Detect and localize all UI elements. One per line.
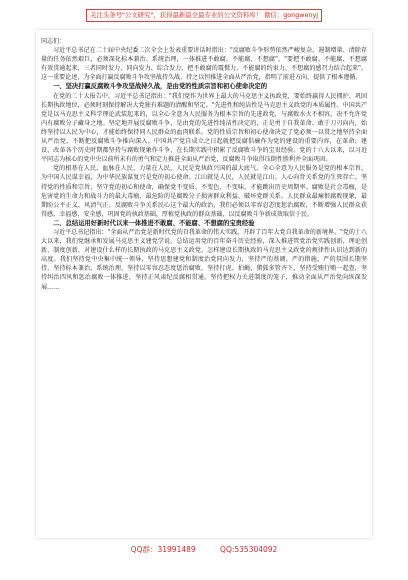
paragraph-3: 党的根基在人民、血脉在人民、力量在人民，人民是党执政兴国的最大底气。全心全意为人民服务是党的根本宗旨，为中国人民谋幸福、为中华民族谋复兴是党的初心使命。江山就是人民，人民就是江山。人心向背关系党的生死存亡。坚持党的性质和宗旨，坚守党的初心和使命，确保党不变质、不变色、不变味，才能跳出历史周期率。腐败是社会毒瘤，是危害党的生命力和战斗力的最大毒瘤，最危险的是腐败分子损害群众利益、破坏党群关系。人民群众最痛恨腐败现象，最期盼公平正义、风清气正。反腐败斗争关系民心这个最大的政治，我们必须以零容忍态度惩治腐败，不断增强人民群众获得感、幸福感、安全感，巩固党的执政基础，厚植党执政的群众基础，以反腐败斗争新成效取信于民。 bbox=[41, 165, 367, 218]
document-page bbox=[36, 30, 372, 538]
paragraph-4: 习近平总书记指出："全面从严治党是新时代党的自我革命的伟大实践，开辟了百年大党自我革命的新境界。"党的十八大以来，我们党继承和发展马克思主义建党学说，总结运用党的百年奋斗历史经验，深入推进管党治党实践创新、理论创新、制度创新，对建设什么样的长期执政的马克思主义政党、怎样建设长期执政的马克思主义政党的规律性认识达到新的高度。我们坚持党中央集中统一领导，坚持思想建党和制度治党同向发力，坚持严的基调、严的措施、严的氛围长期坚持，坚持标本兼治、系统治理，坚持以零容忍态度惩治腐败，坚持打虎、拍蝇、猎狐多管齐下，坚持受贿行贿一起查，坚持纠治四风和惩治腐败一体推进，坚持正风肃纪反腐相贯通，坚持把权力关进制度的笼子，推动全面从严治党向纵深发展…… bbox=[41, 228, 367, 291]
paragraph-2: 在党的二十大报告中，习近平总书记指出："我们党作为世界上最大的马克思主义执政党，要始终赢得人民拥护、巩固长期执政地位，必须时刻保持解决大党独有难题的清醒和坚定。"先进性和纯洁性是马克思主义政党的本质属性。中国共产党是以马克思主义科学理论武装起来的，以全心全意为人民服务为根本宗旨的先进政党，与腐败水火不相容，决不允许党内有腐败分子藏身之地。坚定地开展反腐败斗争，是由党的先进性纯洁性决定的，正是勇于自我革命、敢于刀刃向内，始终坚持以人民为中心，才能始终保持同人民群众的血肉联系。党的性质宗旨和初心使命决定了党必须一以贯之地坚持全面从严治党，不断把反腐败斗争推向深入。中国共产党自成立之日起就把反腐倡廉作为党的建设的重要内容，在革命、建设、改革各个历史时期都坚持与腐败现象作斗争，在长期实践中积累了反腐败斗争的宝贵经验。党的十八大以来，以习近平同志为核心的党中央以前所未有的勇气和定力推进全面从严治党，反腐败斗争取得压倒性胜利并全面巩固。 bbox=[41, 92, 367, 164]
qq-group-text: QQ群：31991489 bbox=[130, 545, 196, 554]
promo-banner: 关注头条号"公文研究"，获得最新最全最专业的公文资料库！ 微信：gongwenyj bbox=[86, 9, 322, 22]
paragraph-intro: 习近平总书记在二十届中央纪委二次全会上发表重要讲话时指出："反腐败斗争形势依然严峻复杂，遏制增量、清除存量的任务依然艰巨，必须深化标本兼治、系统治理，一体推进不敢腐、不能腐、不想腐"。"要把不敢腐、不能腐、不想腐有效贯通起来，三者同时发力、同向发力、综合发力，把不敢腐的震慑力、不能腐的约束力、不想腐的感召力结合起来"。这一重要论述，为全面打赢反腐败斗争攻坚战持久战、持之以恒推进全面从严治党，指明了前进方向，提供了根本遵循。 bbox=[41, 47, 367, 82]
footer-contact bbox=[0, 542, 408, 558]
qq-text: QQ:535304092 bbox=[220, 545, 278, 554]
section-heading-2: 二、总结运用好新时代以来一体推进不敢腐、不能腐、不想腐的宝贵经验 bbox=[53, 219, 255, 227]
section-heading-1: 一、坚决打赢反腐败斗争攻坚战持久战，是由党的性质宗旨和初心使命决定的 bbox=[53, 83, 268, 91]
salutation: 同志们： bbox=[41, 38, 66, 45]
